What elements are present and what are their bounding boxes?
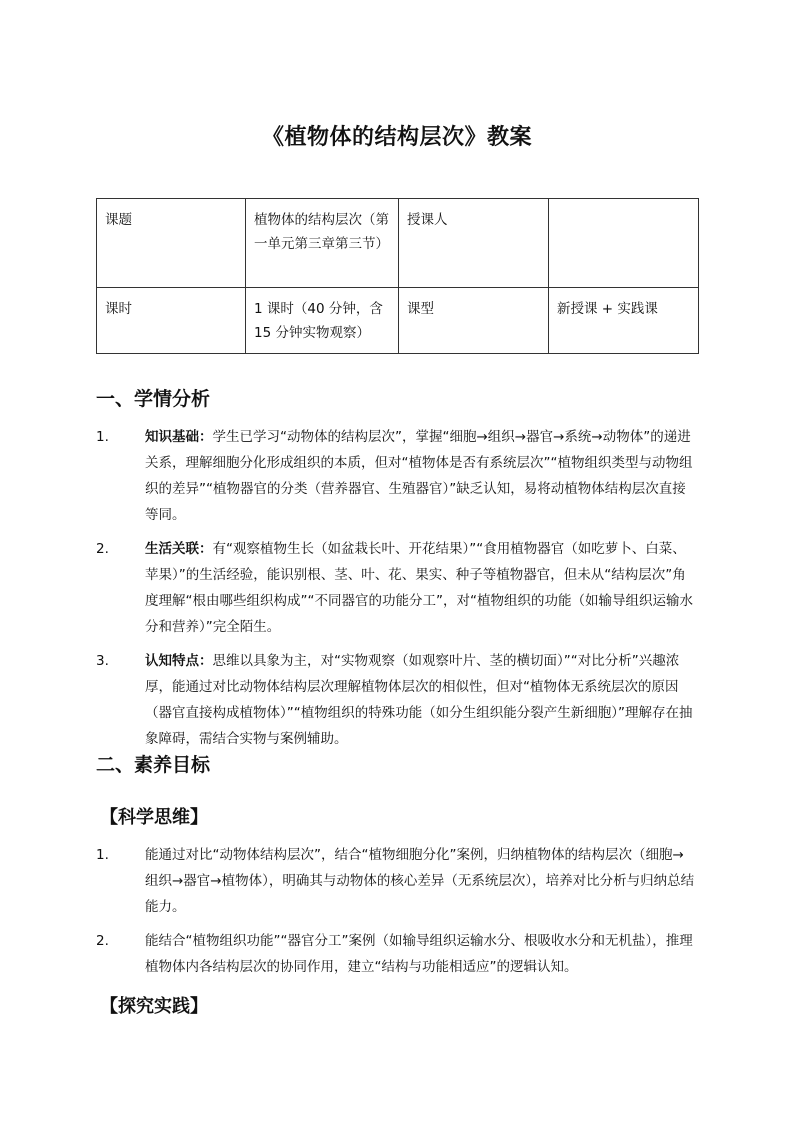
item-text: 学生已学习“动物体的结构层次”，掌握“细胞→组织→器官→系统→动物体”的递进关系，理解细胞分化形成组织的本质，但对“植物体是否有系统层次”“植物组织类型与动物组织的差异”“植物器官的分类（营养器官、生殖器官）”缺乏认知，易将动植物体结构层次直接等同。	[145, 429, 693, 523]
item-text: 能通过对比“动物体结构层次”，结合“植物细胞分化”案例，归纳植物体的结构层次（细胞→组织→器官→植物体），明确其与动物体的核心差异（无系统层次），培养对比分析与归纳总结能力。	[145, 847, 695, 915]
list-item	[96, 424, 696, 528]
subheading-inquiry-practice: 【探究实践】	[100, 996, 208, 1017]
table-cell: 授课人	[399, 199, 549, 288]
list-item	[96, 648, 696, 752]
list-item	[96, 842, 696, 920]
subheading-scientific-thinking: 【科学思维】	[100, 807, 208, 828]
list-number: 1.	[96, 429, 109, 445]
item-label: 生活关联：	[145, 541, 213, 557]
list-item	[96, 928, 696, 980]
section-heading-analysis: 一、学情分析	[96, 388, 211, 410]
table-row	[97, 288, 699, 354]
list-number: 3.	[96, 653, 109, 669]
item-label: 知识基础：	[145, 429, 213, 445]
table-cell: 课时	[97, 288, 246, 354]
thinking-list	[96, 842, 696, 988]
table-row	[97, 199, 699, 288]
item-text: 有“观察植物生长（如盆栽长叶、开花结果）”“食用植物器官（如吃萝卜、白菜、苹果）”的生活经验，能识别根、茎、叶、花、果实、种子等植物器官，但未从“结构层次”角度理解“根由哪些组织构成”“不同器官的功能分工”，对“植物组织的功能（如输导组织运输水分和营养）”完全陌生。	[145, 541, 693, 635]
list-item	[96, 536, 696, 640]
table-cell: 新授课 + 实践课	[549, 288, 699, 354]
section-heading-goals: 二、素养目标	[96, 754, 211, 776]
item-label: 认知特点：	[145, 653, 213, 669]
lesson-info-table	[96, 198, 699, 354]
analysis-list	[96, 424, 696, 760]
table-cell: 1 课时（40 分钟，含 15 分钟实物观察）	[246, 288, 399, 354]
table-cell: 植物体的结构层次（第一单元第三章第三节）	[246, 199, 399, 288]
table-cell	[549, 199, 699, 288]
list-number: 2.	[96, 933, 109, 949]
table-cell: 课题	[97, 199, 246, 288]
table-cell: 课型	[399, 288, 549, 354]
list-number: 2.	[96, 541, 109, 557]
item-text: 能结合“植物组织功能”“器官分工”案例（如输导组织运输水分、根吸收水分和无机盐），推理植物体内各结构层次的协同作用，建立“结构与功能相适应”的逻辑认知。	[145, 933, 693, 975]
page-title: 《植物体的结构层次》教案	[261, 125, 532, 150]
item-text: 思维以具象为主，对“实物观察（如观察叶片、茎的横切面）”“对比分析”兴趣浓厚，能通过对比动物体结构层次理解植物体层次的相似性，但对“植物体无系统层次的原因（器官直接构成植物体）”“植物组织的特殊功能（如分生组织能分裂产生新细胞）”理解存在抽象障碍，需结合实物与案例辅助。	[145, 653, 693, 747]
list-number: 1.	[96, 847, 109, 863]
